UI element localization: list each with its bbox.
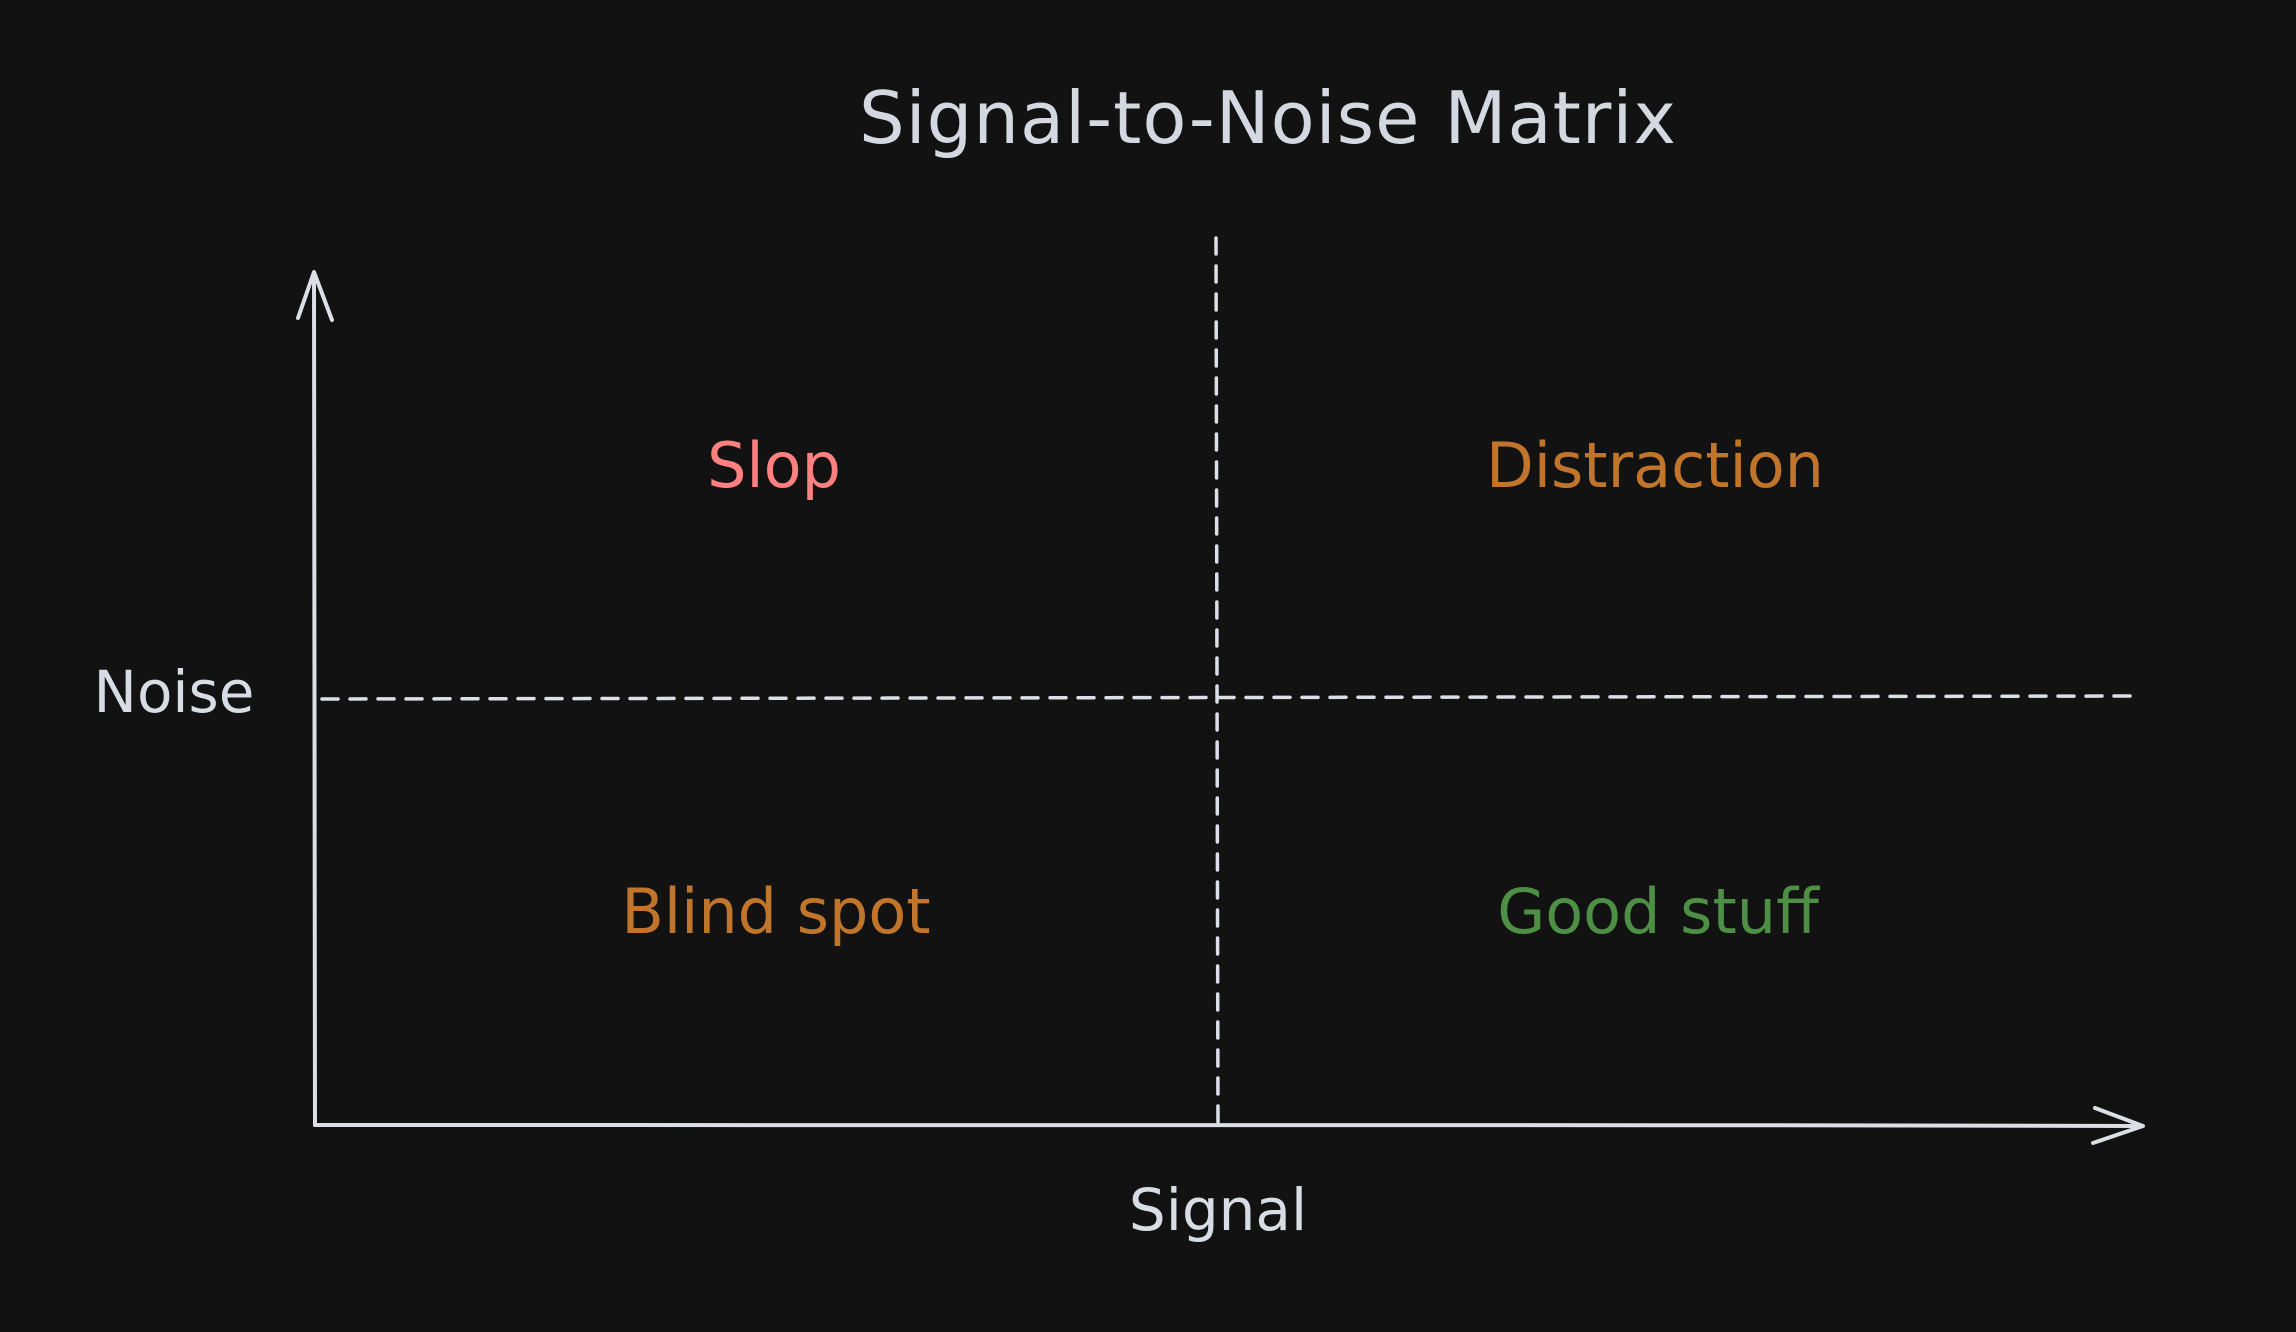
horizontal-divider bbox=[322, 696, 2135, 699]
quadrant-label-good-stuff: Good stuff bbox=[1497, 875, 1819, 948]
y-axis-line bbox=[314, 275, 315, 1125]
x-axis-line bbox=[315, 1125, 2142, 1126]
quadrant-label-blind-spot: Blind spot bbox=[621, 875, 931, 948]
vertical-divider bbox=[1216, 238, 1218, 1125]
quadrant-label-distraction: Distraction bbox=[1486, 429, 1824, 502]
y-axis-label: Noise bbox=[93, 658, 255, 726]
matrix-title: Signal-to-Noise Matrix bbox=[858, 76, 1678, 160]
x-axis-label: Signal bbox=[1128, 1176, 1308, 1244]
quadrant-label-slop: Slop bbox=[707, 429, 841, 502]
